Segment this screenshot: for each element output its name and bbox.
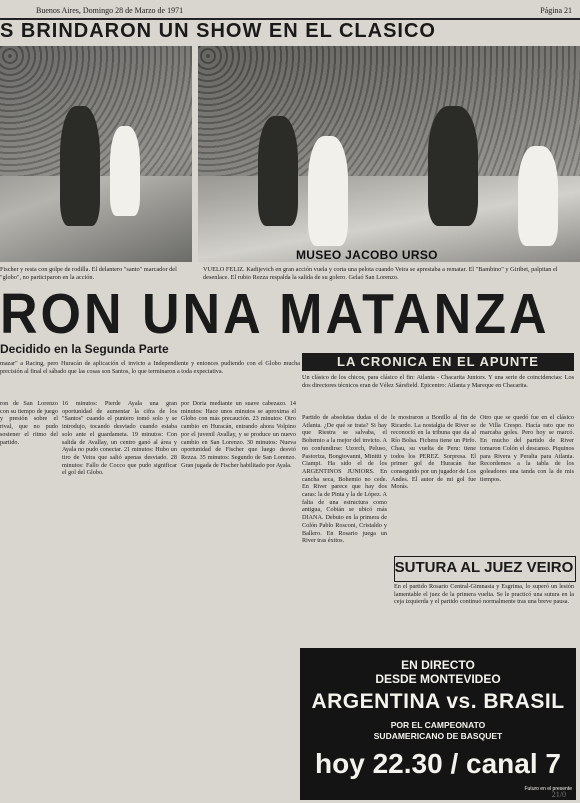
ad-slogan: Futuro en el presente xyxy=(524,786,572,792)
ad-line-origin: DESDE MONTEVIDEO xyxy=(375,672,501,686)
photo-caption-left: Fischer y resta con golpe de rodilla. El delantero "santo" marcador del "globo", no participaron en la acción. xyxy=(0,266,177,281)
player-figure xyxy=(518,146,558,246)
main-headline: RON UNA MATANZA xyxy=(0,283,550,346)
article-column-2: 16 minutos: Pierde Ayala una gran oportunidad de aumentar la cifra de los "Santos" cuando el puntero tomó solo y se introdujo, tocando desviado cuando estaba solo ante el guardameta. 19 minutos: Con salida de Avallay, un centro ganó al área y Ayala no pudo conectar. 21 minutos: Hubo un tiro de Veira que salió apenas desviado. 28 minutos: Fallo de Cocco que pudo significar el gol del Globo. xyxy=(62,400,177,477)
cronica-column-3: Otro que se quedó fue en el clásico de Villa Crespo. Hacía rato que no marcaba goles. Pero hoy se marcó. En mucho del partido de River tomaron Colón el descanso. Piquinos para Rivera y Peralta para Atlanta. Recordemos a la tabla de los goleadores una tanda con la de mis tiempos. xyxy=(480,414,574,483)
goalkeeper-figure xyxy=(308,136,348,246)
ad-match-title: ARGENTINA vs. BRASIL xyxy=(311,690,565,713)
subheadline: Decidido en la Segunda Parte xyxy=(0,342,169,356)
sutura-title: SUTURA AL JUEZ VEIRO xyxy=(394,559,574,576)
page-number: Página 21 xyxy=(540,6,572,15)
player-figure xyxy=(110,126,140,216)
ad-line-sport: SUDAMERICANO DE BASQUET xyxy=(373,731,503,741)
top-headline: S BRINDARON UN SHOW EN EL CLASICO xyxy=(0,20,436,42)
player-figure xyxy=(60,106,100,226)
page-corner-mark: 21/0 xyxy=(551,790,566,799)
player-figure xyxy=(428,106,478,226)
article-intro: mazar" a Racing, pero Huracán de aplicación el invicto a Independiente y entonces pudiendo con el Globo mucha precisión al final el sábado que las cosas son Santos, lo que terminaron a toda expectativa. xyxy=(0,360,300,375)
cronica-intro: Un clásico de los chicos, para clásico el fin: Atlanta - Chacarita Juniors. Y una serie de coincidencias: Los dos directores técnicos eran de Vélez Sársfield. Epicentro: Atlanta y Mareque en Chacarita. xyxy=(302,374,574,389)
photo-match-left xyxy=(0,46,192,262)
player-figure xyxy=(258,116,298,226)
article-column-3: por Doria mediante un suave cabezazo. 14 minutos: Hace unos minutos se aproxima el Globo con más precaución. 23 minutos: Otro cambio en Huracán, entrando ahora Volpino por el juvenil Avallay, y se produce un nuevo cambio en San Lorenzo. 30 minutos: Nueva oportunidad de Fischer que luego desvió Rezza. 35 minutos: Segundo de San Lorenzo. Gran jugada de Fischer habilitado por Ayala. xyxy=(181,400,296,469)
header-date: Buenos Aires, Domingo 28 de Marzo de 1971 xyxy=(36,6,184,15)
photo-match-right xyxy=(198,46,580,262)
tv-advertisement xyxy=(300,648,576,800)
photo-caption-right: VUELO FELIZ. Kadijevich en gran acción vuela y corta una pelota cuando Veira se aprestaba a rematar. El "Bambino" y Giribet, palpitan el desenlace. El rubio Rezza respalda la salida de su golero. Gelaó San Lorenzo. xyxy=(203,266,558,281)
cronica-column-2: le mostraron a Bonillo al fin de Ricardo. La nostalgia de River se reconoció en la tribuna que da al Río Bolsa. Fichera tiene un Pirfo. Chau, su vuelta de Peru: tiene todos los PEREZ. Sorpresa. El primer gol de Huracán fue conseguido por un jugador de Los Andes. El autor de mi gol fue Morás. xyxy=(391,414,476,491)
ad-broadcast-time: hoy 22.30 / canal 7 xyxy=(315,748,561,779)
ad-line-tournament: POR EL CAMPEONATO xyxy=(390,720,486,730)
cronica-column-1: Partido de absolutas dudas el de Atlanta. ¿De qué se trata? Si hay que Riestra se salvaba, el Bohemio a la mejor del invicto. A no confundirse: Uzorch, Peluso, Pastoriza, Bongiovanni, Minitti y Ciampi. Ha sido el de los ARGENTINOS JUNIORS. En cancha seca, Bohemio no cede. En River parece que hay dos caras: la de Pinta y la de López. A falta de una estructura como antigua, Cobián se ubicó más DIANA. Debuto en la primera de Colón Pablo Rosconi, Cristaldo y Ballero. En Rosario juega un River tras éxitos. xyxy=(302,414,387,545)
museum-watermark: MUSEO JACOBO URSO xyxy=(296,248,438,262)
ad-line-live: EN DIRECTO xyxy=(401,658,475,672)
cronica-banner: LA CRONICA EN EL APUNTE xyxy=(302,353,574,371)
sutura-text: En el partido Rosario Central-Gimnasia y Esgrima, lo superó un lesión lamentable el juez de la primera vuelta. Se le practicó una sutura en la ceja izquierda y el partido continuó normalmente tras una breve pausa. xyxy=(394,583,574,606)
article-column-1: ron de San Lorenzo con su tiempo de juego y presión sobre el rival, que no pudo sostener el ritmo del partido. xyxy=(0,400,58,446)
